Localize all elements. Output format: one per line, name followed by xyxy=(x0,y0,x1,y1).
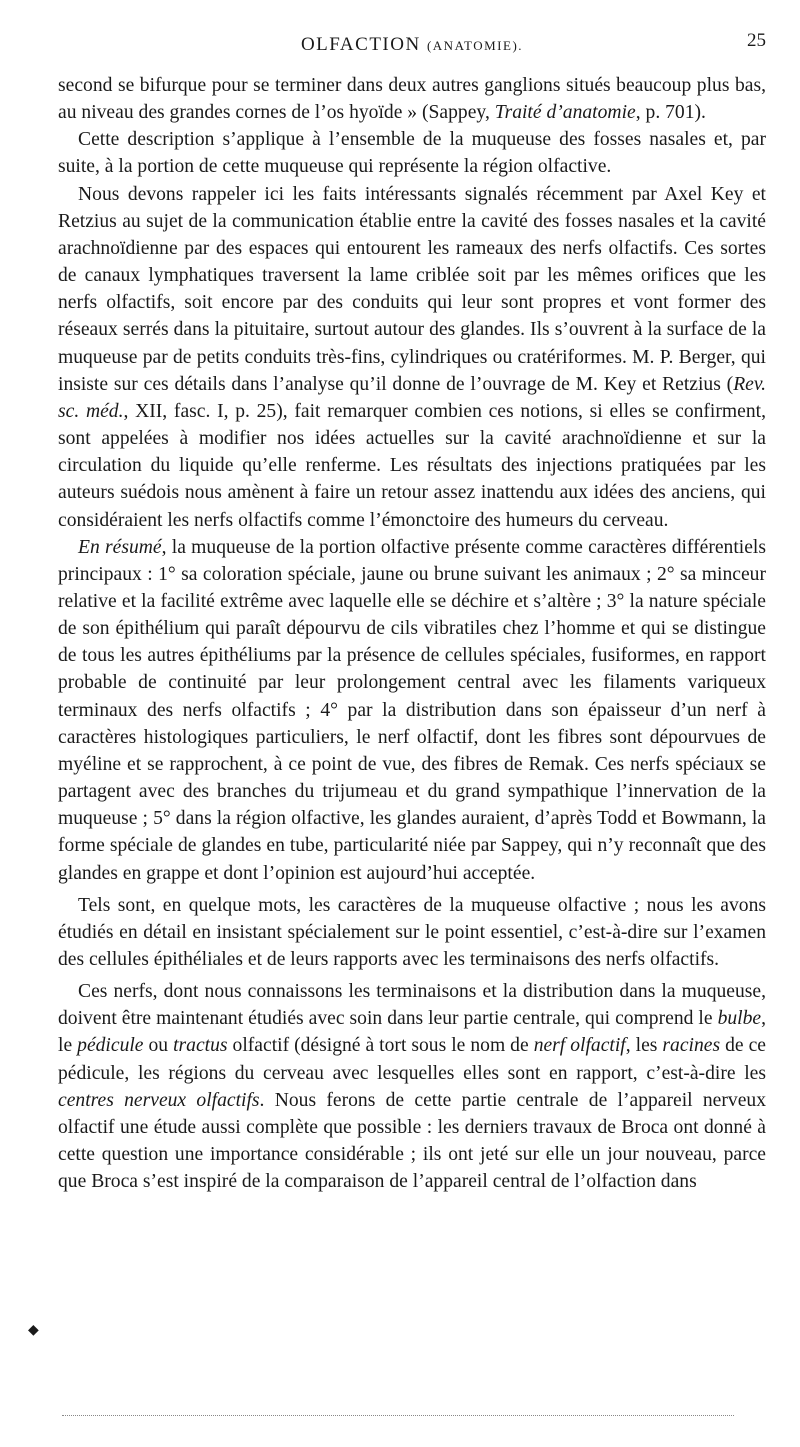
text-run: . Nous ferons de cette partie centrale de l’appareil nerveux olfactif une étude aussi complète que possible : les derniers travaux de Broca ont donné à cette question une importance considérable ; ils ont jeté sur elle un jour nouveau, parce que Broca s’est inspiré de la comparaison de l’appareil central de l’olfaction dans xyxy=(58,1089,766,1193)
italic-run: racines xyxy=(662,1035,721,1057)
italic-run: Traité d’anatomie xyxy=(494,102,636,124)
text-run: second se bifurque pour se terminer dans deux autres ganglions situés beaucoup plus bas, au niveau des grandes cornes de l’os hyoïde » (Sappey, xyxy=(58,75,766,124)
italic-run: bulbe xyxy=(717,1008,762,1030)
text-run: ou xyxy=(143,1035,174,1057)
text-run: de ce pédicule, les régions du cerveau avec lesquelles elles sont en rapport, c’est-à-dire les xyxy=(58,1035,766,1084)
paragraph xyxy=(58,892,766,973)
bottom-rule xyxy=(62,1415,734,1416)
text-run: Nous devons rappeler ici les faits intéressants signalés récemment par Axel Key et Retzius au sujet de la communication établie entre la cavité des fosses nasales et la cavité arachnoïdienne par des espaces qui entourent les rameaux des nerfs olfactifs. Ces sortes de canaux lymphatiques traversent la lame criblée soit par les mêmes orifices que les nerfs olfactifs, soit encore par des conduits qui leur sont propres et vont former des réseaux serrés dans la pituitaire, surtout autour des glandes. Ils s’ouvrent à la surface de la muqueuse par de petits conduits très-fins, cylindriques ou cratériformes. M. P. Berger, qui insiste sur ces détails dans l’analyse qu’il donne de l’ouvrage de M. Key et Retzius ( xyxy=(58,183,766,395)
paragraph xyxy=(58,72,766,126)
italic-run: En résumé xyxy=(78,536,162,558)
paragraph xyxy=(58,534,766,887)
text-run: olfactif (désigné à tort sous le nom de xyxy=(227,1035,534,1057)
running-title xyxy=(58,34,766,56)
italic-run: Rev. sc. méd. xyxy=(58,373,766,422)
margin-mark: ◆ xyxy=(28,1323,39,1338)
text-run: Cette description s’applique à l’ensemble de la muqueuse des fosses nasales et, par suite, à la portion de cette muqueuse qui représente la région olfactive. xyxy=(58,129,766,178)
italic-run: tractus xyxy=(173,1035,228,1057)
document-page xyxy=(28,30,766,1338)
italic-run: nerf olfactif xyxy=(533,1035,626,1057)
running-title-section: (ANATOMIE). xyxy=(426,38,524,53)
paragraph xyxy=(58,181,766,534)
page-number: 25 xyxy=(747,30,766,51)
running-title-main: OLFACTION xyxy=(300,34,421,55)
text-run: Tels sont, en quelque mots, les caractères de la muqueuse olfactive ; nous les avons étudiés en détail en insistant spécialement sur le point essentiel, c’est-à-dire sur l’examen des cellules épithéliales et de leurs rapports avec les terminaisons des nerfs olfactifs. xyxy=(58,894,766,970)
text-run: , la muqueuse de la portion olfactive présente comme caractères différentiels principaux : 1° sa coloration spéciale, jaune ou brune suivant les animaux ; 2° sa minceur relative et la facilité extrême avec laquelle elle se déchire et s’altère ; 3° la nature spéciale de son épithélium qui paraît dépourvu de cils vibratiles chez l’homme et qui se distingue de tous les autres épithéliums par la présence de cellules spéciales, fusiformes, en rapport probable de continuité par leur prolongement central avec les filaments variqueux terminaux des nerfs olfactifs ; 4° par la distribution dans son épaisseur d’un nerf à caractères histologiques particuliers, le nerf olfactif, dont les fibres sont dépourvues de myéline et se rapprochent, à ce point de vue, des fibres de Remak. Ces nerfs spéciaux se partagent avec des branches du trijumeau et du grand sympathique l’innervation de la muqueuse ; 5° dans la région olfactive, les glandes auraient, d’après Todd et Bowmann, la forme spéciale de glandes en tube, particularité niée par Sappey, qui n’y reconnaît que des glandes en grappe et dont l’opinion est aujourd’hui acceptée. xyxy=(58,536,766,884)
paragraph xyxy=(58,978,766,1195)
text-run: , les xyxy=(625,1035,663,1057)
body-text xyxy=(58,72,766,1195)
text-run: , le xyxy=(58,1008,766,1057)
text-run: , p. 701). xyxy=(635,102,706,124)
italic-run: centres nerveux olfactifs xyxy=(58,1089,260,1111)
text-run: , XII, fasc. I, p. 25), fait remarquer combien ces notions, si elles se confirment, sont appelées à modifier nos idées actuelles sur la cavité arachnoïdienne et sur la circulation du liquide qu’elle renferme. Les résultats des injections pratiquées par les auteurs suédois nous amènent à faire un retour assez inattendu aux idées des anciens, qui considéraient les nerfs olfactifs comme l’émonctoire des humeurs du cerveau. xyxy=(58,400,766,531)
running-header xyxy=(58,30,766,60)
italic-run: pédicule xyxy=(77,1035,144,1057)
paragraph xyxy=(58,126,766,180)
text-run: Ces nerfs, dont nous connaissons les terminaisons et la distribution dans la muqueuse, doivent être maintenant étudiés avec soin dans leur partie centrale, qui comprend le xyxy=(58,981,766,1030)
